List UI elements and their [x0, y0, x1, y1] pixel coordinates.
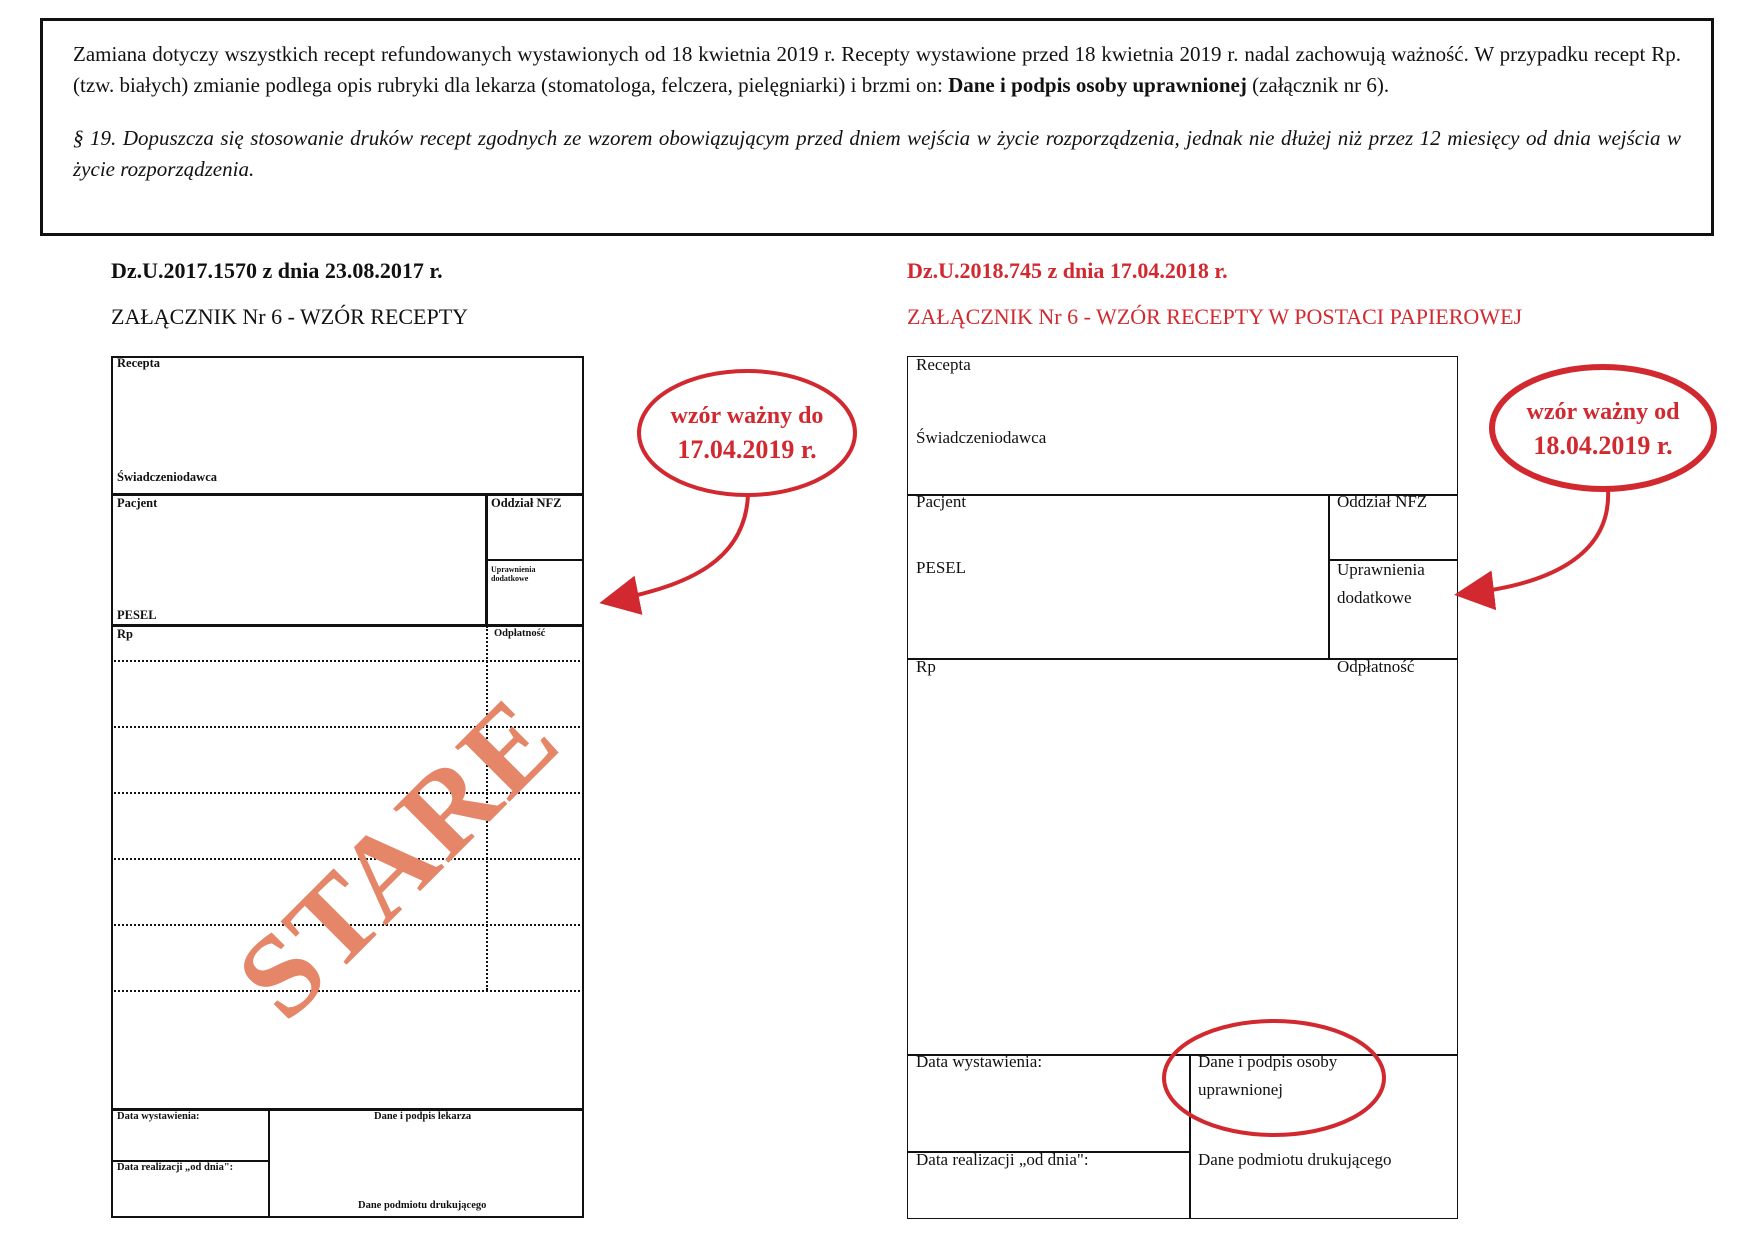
new-label-odplatnosc: Odpłatność	[1337, 657, 1415, 676]
new-label-data-realizacji: Data realizacji „od dnia":	[916, 1150, 1089, 1169]
notice-text: Zamiana dotyczy wszystkich recept refundowanych wystawionych od 18 kwietnia 2019 r. Recepty wystawione przed 18 kwietnia 2019 r. nadal zachowują ważność. W przypadku recept Rp. (tzw. białych) zmianie podlega opis rubryki dla lekarza (stomatologa, felczera, pielęgniarki) i brzmi on:	[73, 42, 1681, 97]
new-validity-line1: wzór ważny od	[1526, 399, 1680, 425]
new-validity-text	[1498, 395, 1708, 463]
old-validity-arrow	[615, 495, 748, 600]
old-label-rp: Rp	[117, 627, 133, 641]
new-validity-line2: 18.04.2019 r.	[1533, 431, 1673, 460]
notice-bold-text: Dane i podpis osoby uprawnionej	[948, 73, 1247, 97]
right-annex-title: ZAŁĄCZNIK Nr 6 - WZÓR RECEPTY W POSTACI PAPIEROWEJ	[907, 304, 1523, 329]
new-label-dane-osoby-uprawnionej: Dane i podpis osoby uprawnionej	[1198, 1052, 1338, 1099]
changed-field-highlight	[1164, 1021, 1384, 1135]
old-label-pesel: PESEL	[117, 608, 157, 622]
old-label-oddzial-nfz: Oddział NFZ	[491, 496, 562, 510]
new-label-rp: Rp	[916, 657, 936, 676]
left-reference: Dz.U.2017.1570 z dnia 23.08.2017 r.	[111, 258, 443, 283]
old-label-odplatnosc: Odpłatność	[494, 628, 546, 639]
new-label-oddzial-nfz: Oddział NFZ	[1337, 492, 1428, 511]
right-reference: Dz.U.2018.745 z dnia 17.04.2018 r.	[907, 258, 1228, 283]
new-label-dane-podmiotu: Dane podmiotu drukującego	[1198, 1150, 1392, 1169]
new-label-swiadczeniodawca: Świadczeniodawca	[916, 428, 1047, 447]
new-label-data-wystawienia: Data wystawienia:	[916, 1052, 1043, 1071]
old-label-data-wystawienia: Data wystawienia:	[117, 1111, 200, 1122]
notice-text-end: (załącznik nr 6).	[1246, 73, 1390, 97]
new-label-pesel: PESEL	[916, 558, 967, 577]
notice-paragraph-19: § 19. Dopuszcza się stosowanie druków recept zgodnych ze wzorem obowiązującym przed dniem wejścia w życie rozporządzenia, jednak nie dłużej niż przez 12 miesięcy od dnia wejścia w życie rozporządzenia.	[73, 126, 1681, 181]
stare-stamp: STARE	[211, 671, 584, 1044]
old-label-uprawnienia: Uprawnienia dodatkowe	[491, 565, 536, 583]
old-label-swiadczeniodawca: Świadczeniodawca	[117, 470, 217, 484]
new-validity-arrow	[1470, 489, 1608, 593]
new-label-pacjent: Pacjent	[916, 492, 967, 511]
old-validity-text	[647, 399, 847, 467]
old-label-dane-lekarza: Dane i podpis lekarza	[374, 1111, 472, 1122]
left-annex-title: ZAŁĄCZNIK Nr 6 - WZÓR RECEPTY	[111, 304, 469, 329]
old-label-pacjent: Pacjent	[117, 496, 158, 510]
new-label-uprawnienia: Uprawnienia dodatkowe	[1337, 560, 1425, 607]
old-label-dane-podmiotu: Dane podmiotu drukującego	[358, 1200, 487, 1211]
old-label-recepta: Recepta	[117, 356, 161, 370]
new-label-recepta: Recepta	[916, 355, 971, 374]
old-validity-line1: wzór ważny do	[670, 403, 824, 429]
old-label-data-realizacji: Data realizacji „od dnia":	[117, 1162, 234, 1173]
old-validity-line2: 17.04.2019 r.	[677, 435, 817, 464]
